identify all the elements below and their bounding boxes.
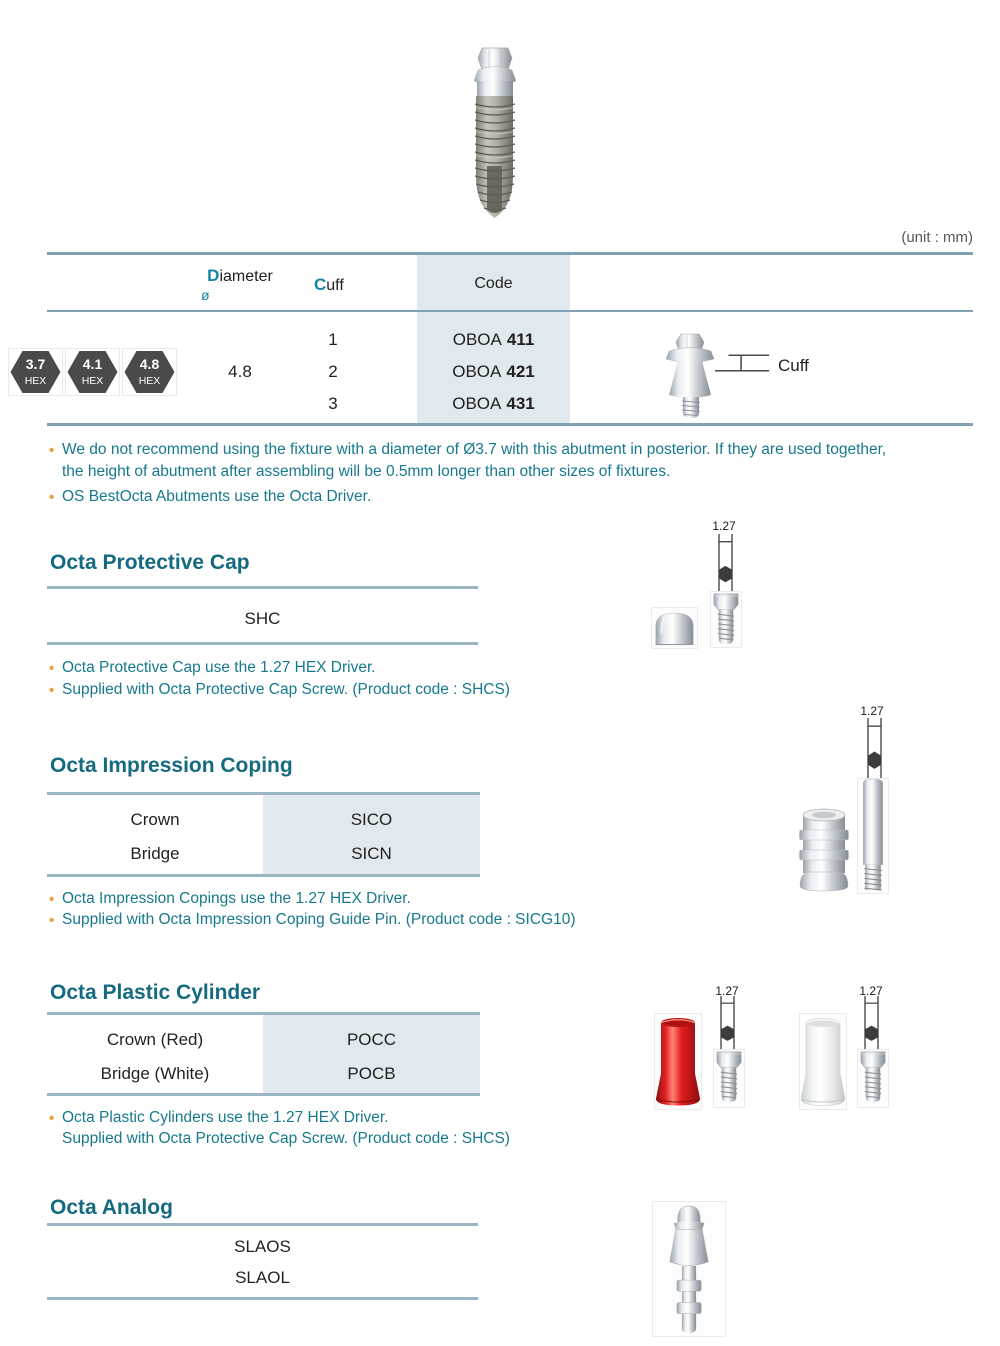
svg-text:3.7: 3.7 <box>25 356 46 372</box>
protective-cap-note-2: Supplied with Octa Protective Cap Screw. (Product code : SHCS) <box>62 681 510 698</box>
cuff-dimension-callout <box>714 352 774 374</box>
hex-driver-callout-icon <box>862 718 887 778</box>
cap-screw-image <box>714 1050 744 1105</box>
protective-cap-note-1: Octa Protective Cap use the 1.27 HEX Driver. <box>62 659 376 676</box>
driver-size-label: 1.27 <box>712 519 736 533</box>
table-rule-header <box>47 310 973 312</box>
coping-note-1: Octa Impression Copings use the 1.27 HEX Driver. <box>62 890 411 907</box>
impression-coping-image <box>797 806 851 892</box>
note-bullet: • <box>49 442 55 459</box>
cap-screw-image-box <box>857 1049 889 1108</box>
column-header-code: Code <box>474 275 513 292</box>
hex-badge-icon <box>123 349 176 395</box>
section-rule <box>47 642 478 645</box>
coping-note-2: Supplied with Octa Impression Coping Guide Pin. (Product code : SICG10) <box>62 911 576 928</box>
cuff-value-row3: 3 <box>328 394 338 413</box>
plastic-cylinder-crown-red-image <box>656 1015 700 1108</box>
diameter-initial: D <box>207 266 220 285</box>
unit-label: (unit : mm) <box>901 229 973 246</box>
red-cylinder-image-box <box>654 1013 702 1110</box>
cylinder-row2-code: POCB <box>347 1064 396 1083</box>
note-bullet: • <box>49 489 55 506</box>
implant-fixture-image <box>470 46 520 220</box>
abutment-image <box>666 331 716 421</box>
coping-row1-code: SICO <box>350 810 393 829</box>
section-rule <box>47 792 480 795</box>
note-bullet: • <box>49 682 55 699</box>
note-bullet: • <box>49 891 55 908</box>
section-rule <box>47 1012 480 1015</box>
guide-pin-image <box>858 779 888 893</box>
analog-code-2: SLAOL <box>235 1268 290 1287</box>
svg-text:4.8: 4.8 <box>139 356 160 372</box>
hex-badge-icon <box>9 349 62 395</box>
driver-size-label: 1.27 <box>715 984 739 998</box>
hex-driver-callout-icon <box>859 996 884 1049</box>
table-rule-top <box>47 252 973 255</box>
svg-text:HEX: HEX <box>24 375 47 387</box>
section-title-octa-analog: Octa Analog <box>50 1196 173 1219</box>
hex-badge-4-8 <box>122 348 177 396</box>
cylinder-row1-code: POCC <box>346 1030 397 1049</box>
guide-pin-image-box <box>857 778 889 894</box>
hex-badge-3-7 <box>8 348 63 396</box>
section-title-protective-cap: Octa Protective Cap <box>50 551 250 574</box>
diameter-value: 4.8 <box>228 362 252 381</box>
plastic-cylinder-bridge-white-image <box>801 1015 845 1108</box>
main-note-2: OS BestOcta Abutments use the Octa Driver. <box>62 488 372 505</box>
coping-row2-code: SICN <box>351 844 392 863</box>
analog-image-box <box>652 1201 726 1337</box>
cylinder-row2-label: Bridge (White) <box>100 1064 210 1083</box>
coping-row1-label: Crown <box>130 810 180 829</box>
white-cylinder-image-box <box>799 1013 847 1110</box>
note-bullet: • <box>49 912 55 929</box>
note-bullet: • <box>49 660 55 677</box>
section-title-plastic-cylinder: Octa Plastic Cylinder <box>50 981 261 1004</box>
cylinder-note-1: Octa Plastic Cylinders use the 1.27 HEX Driver. <box>62 1109 389 1126</box>
main-note-1-line-2: the height of abutment after assembling will be 0.5mm longer than other sizes of fixtures. <box>62 463 671 480</box>
protective-cap-image <box>652 608 697 648</box>
svg-text:HEX: HEX <box>81 375 104 387</box>
table-rule-bottom <box>47 423 973 426</box>
cylinder-note-2: Supplied with Octa Protective Cap Screw. (Product code : SHCS) <box>62 1130 510 1147</box>
cap-screw-image <box>858 1050 888 1105</box>
svg-text:HEX: HEX <box>138 375 161 387</box>
diameter-symbol: ø <box>201 287 210 303</box>
hex-badge-4-1 <box>65 348 120 396</box>
section-rule <box>47 586 478 589</box>
driver-size-label: 1.27 <box>860 704 884 718</box>
cap-screw-image-box <box>710 591 742 648</box>
coping-row2-label: Bridge <box>130 844 180 863</box>
main-note-1-line-1: We do not recommend using the fixture with a diameter of Ø3.7 with this abutment in posterior. If they are used together, <box>62 441 887 458</box>
svg-text:4.1: 4.1 <box>82 356 103 372</box>
cuff-value-row2: 2 <box>328 362 338 381</box>
code-value-row1: OBOA 411 <box>452 330 535 349</box>
hex-driver-callout-icon <box>713 534 738 591</box>
analog-code-1: SLAOS <box>234 1237 291 1256</box>
note-bullet: • <box>49 1110 55 1127</box>
cylinder-row1-label: Crown (Red) <box>106 1030 204 1049</box>
code-value-row3: OBOA 431 <box>452 394 535 413</box>
protective-cap-image-box <box>651 607 698 649</box>
code-value-row2: OBOA 421 <box>452 362 535 381</box>
cuff-initial: C <box>314 275 327 294</box>
cap-screw-image-box <box>713 1049 745 1108</box>
section-rule <box>47 1223 478 1226</box>
protective-cap-code: SHC <box>244 609 281 628</box>
hex-driver-callout-icon <box>715 996 740 1049</box>
column-header-cuff: Cuff <box>314 275 344 294</box>
section-rule <box>47 874 480 877</box>
hex-badge-icon <box>66 349 119 395</box>
cuff-callout-label: Cuff <box>778 356 809 375</box>
column-header-diameter: Diameter <box>207 266 273 285</box>
cap-screw-image <box>711 592 741 647</box>
section-rule <box>47 1297 478 1300</box>
section-title-impression-coping: Octa Impression Coping <box>50 754 293 777</box>
octa-analog-image <box>654 1203 724 1335</box>
cuff-value-row1: 1 <box>328 330 338 349</box>
section-rule <box>47 1093 480 1096</box>
driver-size-label: 1.27 <box>859 984 883 998</box>
